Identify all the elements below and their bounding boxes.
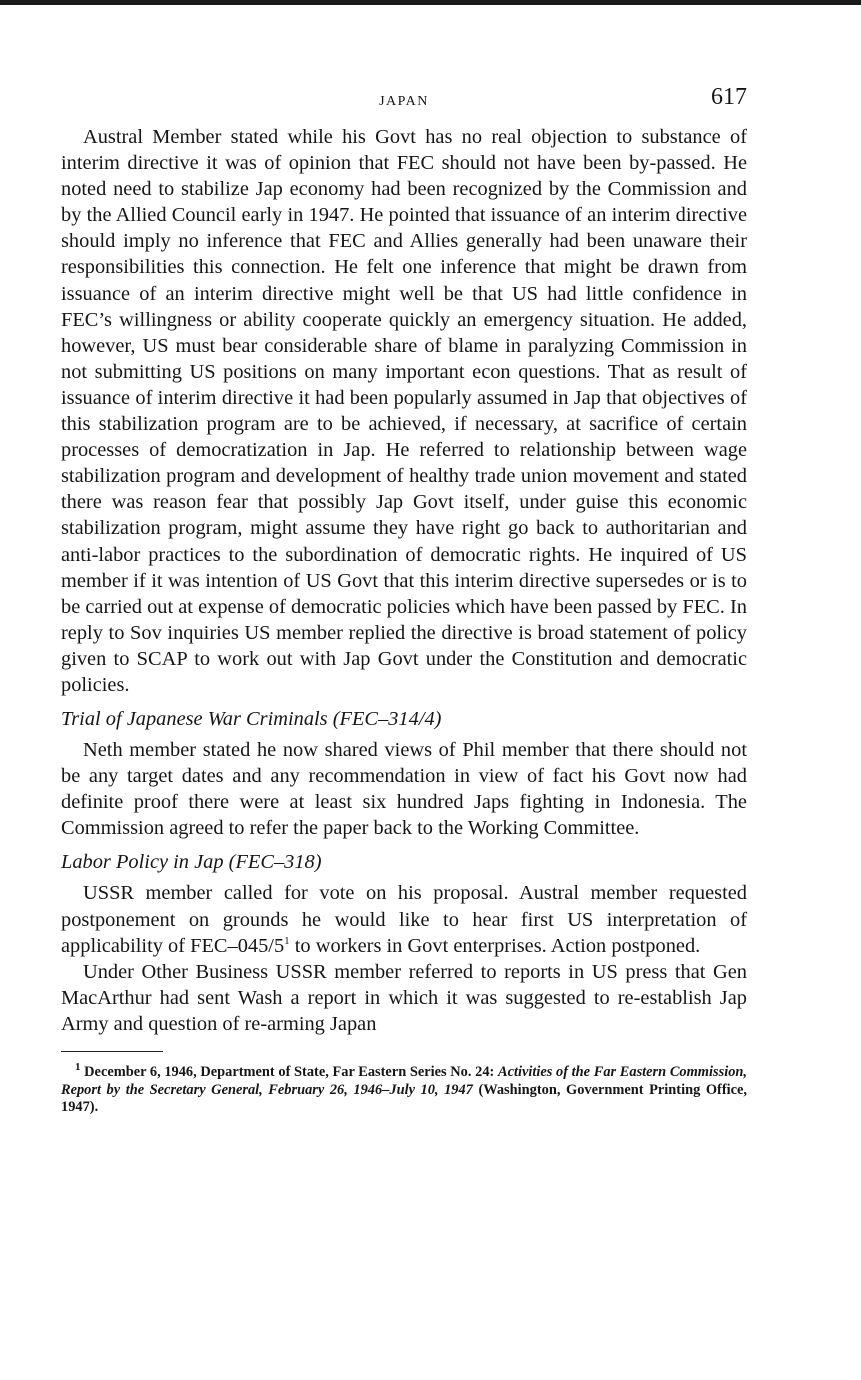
footnote-marker: 1 bbox=[75, 1061, 81, 1074]
paragraph-austral-statement: Austral Member stated while his Govt has no real objection to substance of interim directive it was of opinion that FEC should not have been by-passed. He noted need to stabilize Jap economy had been recognized by the Commission and by the Allied Council early in 1947. He pointed that issuance of an interim directive should imply no inference that FEC and Allies generally had been unaware their responsibilities this connection. He felt one inference that might be drawn from issuance of an interim directive might well be that US had little confidence in FEC’s willingness or ability cooperate quickly an emergency situation. He added, however, US must bear considerable share of blame in paralyzing Commission in not submitting US positions on many important econ questions. That as result of issuance of interim directive it had been popularly assumed in Jap that objectives of this stabilization program are to be achieved, if necessary, at sacrifice of certain processes of democratization in Jap. He referred to relationship between wage stabilization program and development of healthy trade union movement and stated there was reason fear that possibly Jap Govt itself, under guise this economic stabilization program, might assume they have right go back to authoritarian and anti-labor practices to the subordination of democratic rights. He inquired of US member if it was intention of US Govt that this interim directive supersedes or is to be carried out at expense of democratic policies which have been passed by FEC. In reply to Sov inquiries US member replied the directive is broad statement of policy given to SCAP to work out with Jap Govt under the Constitution and democratic policies. bbox=[61, 126, 747, 696]
heading-title: Trial of Japanese War Criminals bbox=[61, 708, 328, 731]
running-header bbox=[61, 84, 747, 124]
footnote-reference: 1 bbox=[284, 934, 290, 947]
paragraph-text: USSR member called for vote on his proposal. Austral member requested postponement on grounds he would like to hear first US interpretation of applicability of FEC–045/5 bbox=[61, 882, 747, 957]
page-number: 617 bbox=[711, 84, 747, 110]
running-title: JAPAN bbox=[379, 94, 429, 109]
page-content bbox=[61, 84, 747, 1117]
heading-title: Labor Policy in Jap bbox=[61, 851, 224, 874]
paragraph-text: to workers in Govt enterprises. Action postponed. bbox=[289, 934, 701, 957]
section-heading-labor-policy bbox=[61, 849, 747, 875]
paragraph-ussr-vote bbox=[61, 880, 747, 958]
footnote bbox=[61, 1061, 747, 1117]
heading-document-ref: (FEC–314/4) bbox=[332, 708, 442, 731]
paragraph-other-business: Under Other Business USSR member referred to reports in US press that Gen MacArthur had sent Wash a report in which it was suggested to re-establish Jap Army and question of re-arming Japan bbox=[61, 960, 747, 1035]
footnote-text: December 6, 1946, Department of State, Far Eastern Series No. 24: bbox=[80, 1064, 498, 1080]
section-heading-war-criminals bbox=[61, 706, 747, 732]
heading-document-ref: (FEC–318) bbox=[228, 851, 322, 874]
footnote-text: (Washington, Government Printing Office, 1947). bbox=[61, 1081, 747, 1115]
footnote-title: Activities of the Far Eastern Commission, Report by the Secretary General, February 26, 1946–July 10, 1947 bbox=[61, 1064, 747, 1098]
paragraph-neth-statement: Neth member stated he now shared views of Phil member that there should not be any target dates and any recommendation in view of fact his Govt now had definite proof there were at least six hundred Japs fighting in Indonesia. The Commission agreed to refer the paper back to the Working Committee. bbox=[61, 739, 747, 840]
top-border-rule bbox=[0, 0, 861, 5]
footnote-divider bbox=[61, 1051, 163, 1052]
